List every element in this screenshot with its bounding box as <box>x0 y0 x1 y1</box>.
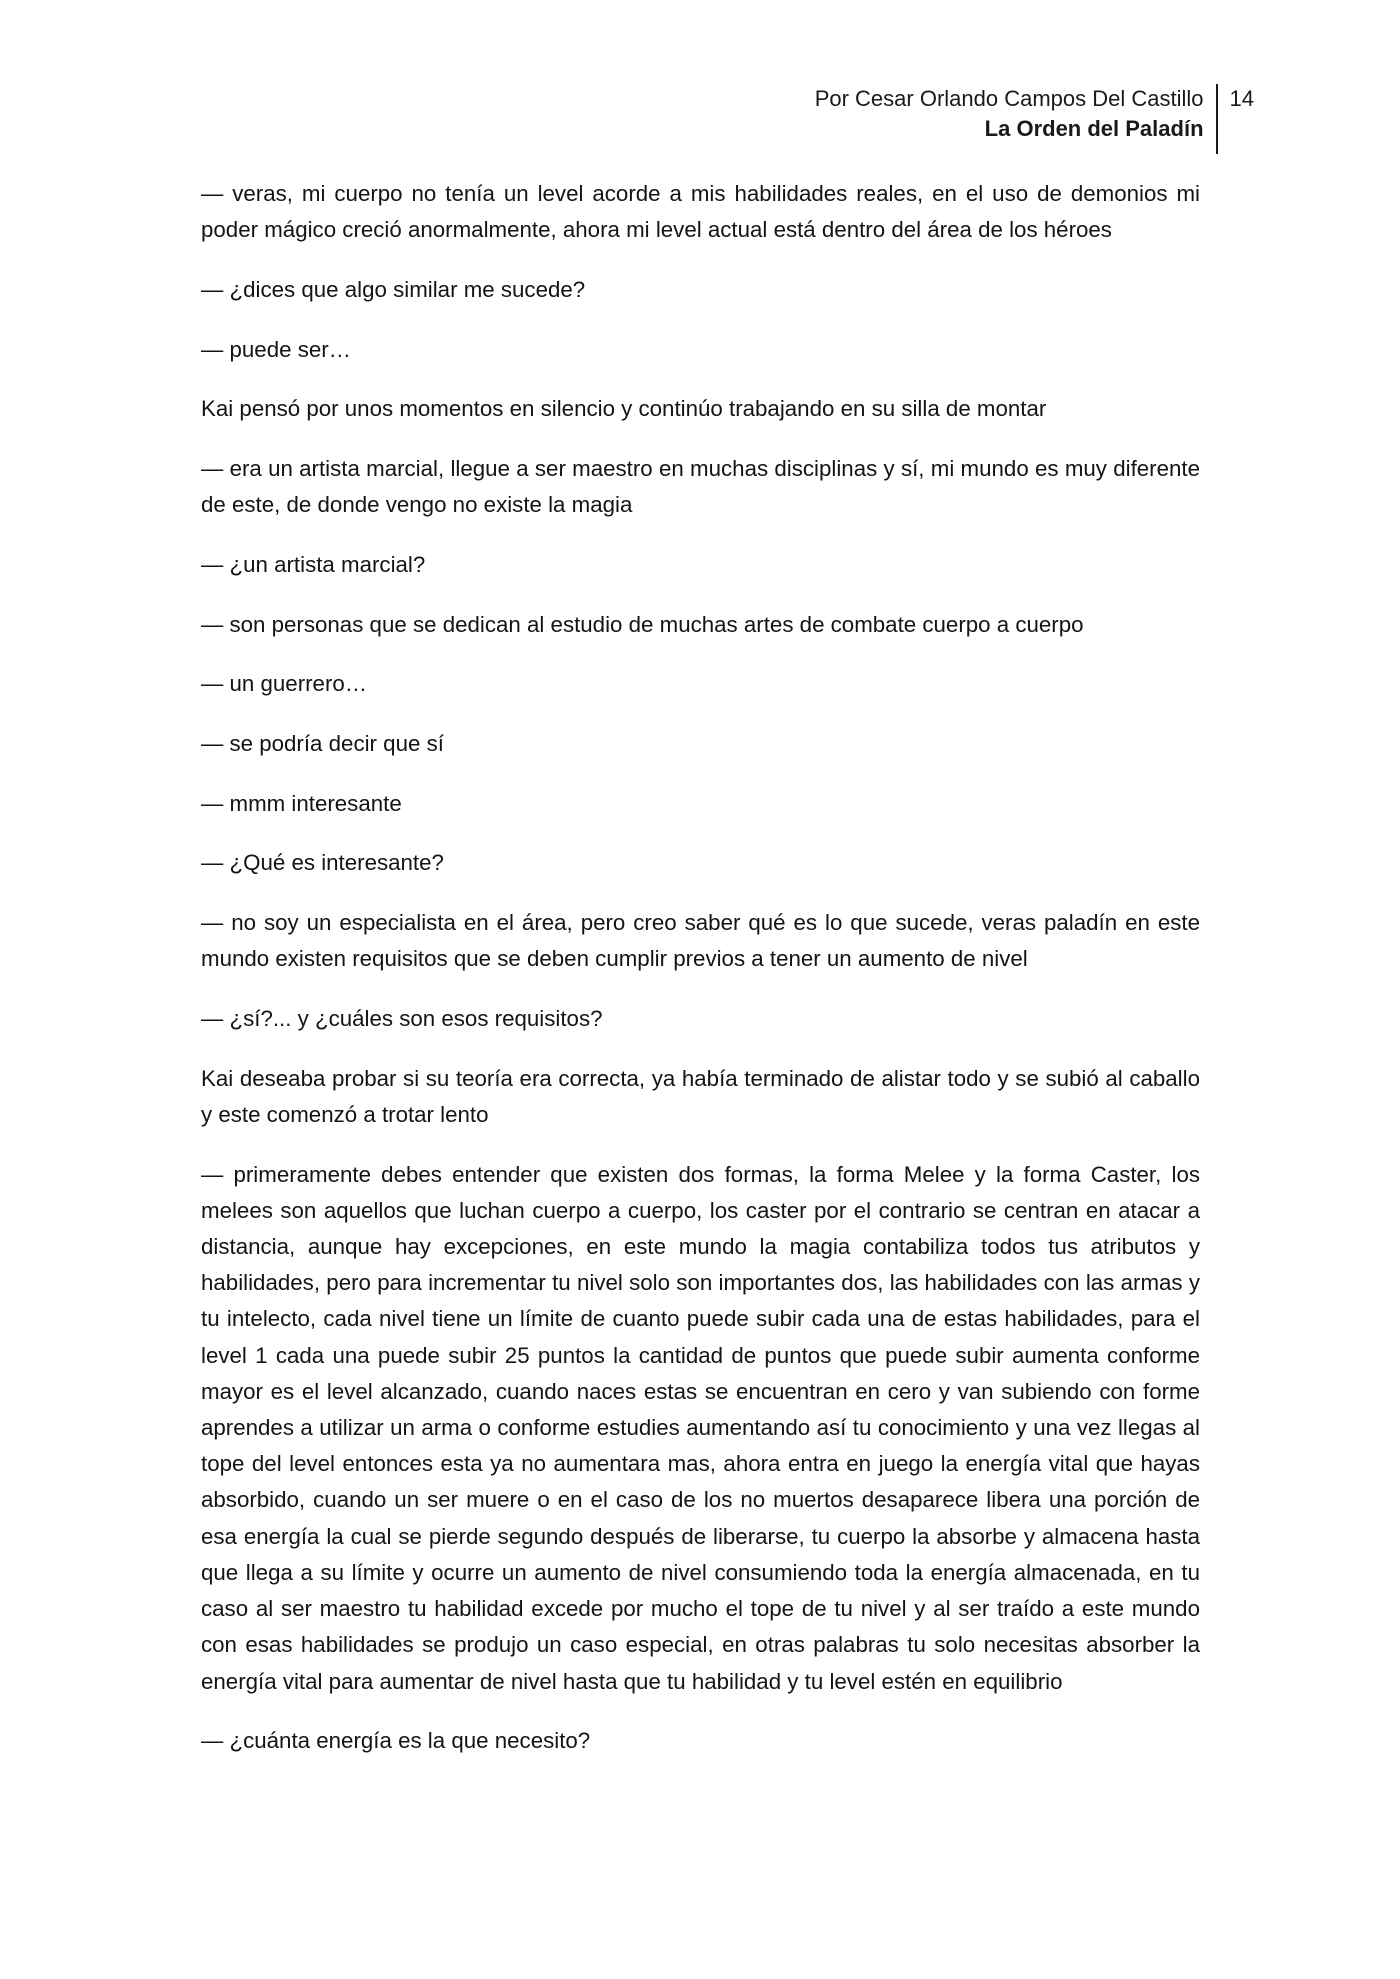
paragraph: — ¿Qué es interesante? <box>201 850 444 876</box>
page-number: 14 <box>1229 86 1254 111</box>
paragraph: — mmm interesante <box>201 790 402 816</box>
paragraph: — ¿sí?... y ¿cuáles son esos requisitos? <box>201 1006 603 1032</box>
paragraph: — ¿dices que algo similar me sucede? <box>201 276 586 302</box>
header-text-block <box>815 84 1218 154</box>
paragraph: — un guerrero… <box>201 671 368 697</box>
paragraph: Kai pensó por unos momentos en silencio y continúo trabajando en su silla de montar <box>201 396 1047 422</box>
paragraph: — primeramente debes entender que existen dos formas, la forma Melee y la forma Caster, los melees son aquellos que luchan cuerpo a cuerpo, los caster por el contrario se centran en atacar a distancia, aunque hay excepciones, en este mundo la magia contabiliza todos tus atributos y habilidades, pero para incrementar tu nivel solo son importantes dos, las habilidades con las armas y tu intelecto, cada nivel tiene un límite de cuanto puede subir cada una de estas habilidades, para el level 1 cada una puede subir 25 puntos la cantidad de puntos que puede subir aumenta conforme mayor es el level alcanzado, cuando naces estas se encuentran en cero y van subiendo con forme aprendes a utilizar un arma o conforme estudies aumentando así tu conocimiento y una vez llegas al tope del level entonces esta ya no aumentara mas, ahora entra en juego la energía vital que hayas absorbido, cuando un ser muere o en el caso de los no muertos desaparece libera una porción de esa energía la cual se pierde segundo después de liberarse, tu cuerpo la absorbe y almacena hasta que llega a su límite y ocurre un aumento de nivel consumiendo toda la energía almacenada, en tu caso al ser maestro tu habilidad excede por mucho el tope de tu nivel y al ser traído a este mundo con esas habilidades se produjo un caso especial, en otras palabras tu solo necesitas absorber la energía vital para aumentar de nivel hasta que tu habilidad y tu level estén en equilibrio <box>201 1161 1200 1694</box>
header-book-title: La Orden del Paladín <box>984 116 1204 141</box>
paragraph: — son personas que se dedican al estudio de muchas artes de combate cuerpo a cuerpo <box>201 611 1084 637</box>
paragraph: — era un artista marcial, llegue a ser maestro en muchas disciplinas y sí, mi mundo es muy diferente de este, de donde vengo no existe la magia <box>201 456 1200 518</box>
paragraph: — puede ser… <box>201 336 351 362</box>
body-text <box>201 176 1200 1783</box>
paragraph: — ¿cuánta energía es la que necesito? <box>201 1728 591 1754</box>
paragraph: — ¿un artista marcial? <box>201 551 426 577</box>
paragraph: — se podría decir que sí <box>201 731 444 757</box>
paragraph: — no soy un especialista en el área, pero creo saber qué es lo que sucede, veras paladín en este mundo existen requisitos que se deben cumplir previos a tener un aumento de nivel <box>201 910 1200 972</box>
paragraph: Kai deseaba probar si su teoría era correcta, ya había terminado de alistar todo y se subió al caballo y este comenzó a trotar lento <box>201 1065 1200 1127</box>
paragraph: — veras, mi cuerpo no tenía un level acorde a mis habilidades reales, en el uso de demonios mi poder mágico creció anormalmente, ahora mi level actual está dentro del área de los héroes <box>201 181 1200 243</box>
running-header <box>815 84 1254 154</box>
header-author: Por Cesar Orlando Campos Del Castillo <box>814 86 1204 111</box>
